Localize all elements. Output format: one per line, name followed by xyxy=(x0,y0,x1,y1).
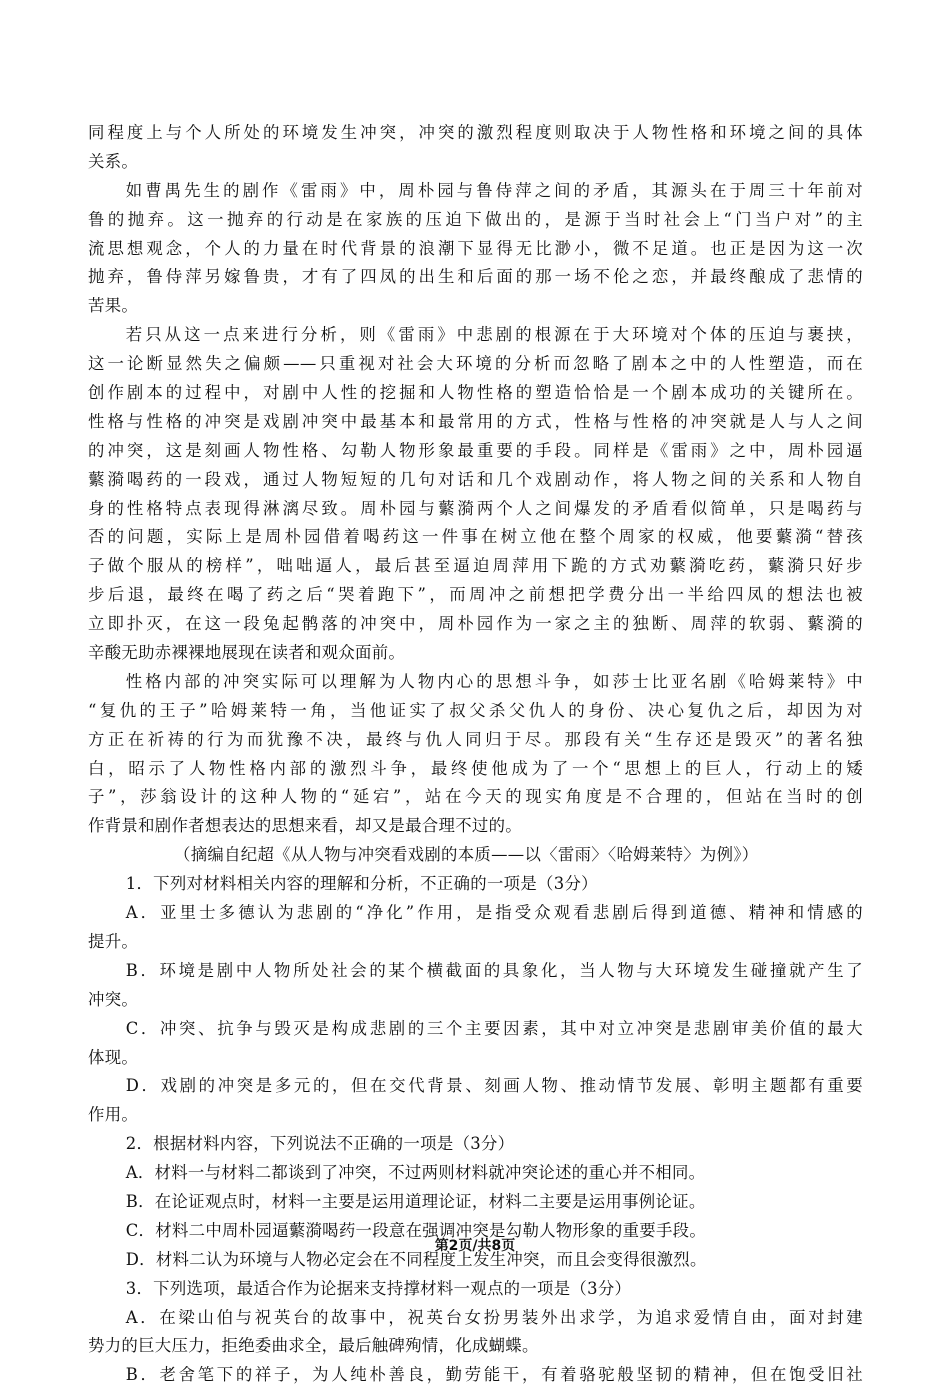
text-line: A．在梁山伯与祝英台的故事中，祝英台女扮男装外出求学，为追求爱情自由，面对封建 xyxy=(125,1307,863,1327)
text-line: C．材料二中周朴园逼蘩漪喝药一段意在强调冲突是勾勒人物形象的重要手段。 xyxy=(125,1220,707,1240)
text-line: 否的问题，实际上是周朴园借着喝药这一件事在树立他在整个周家的权威，他要蘩漪“替孩 xyxy=(88,527,863,547)
text-line: B．在论证观点时，材料一主要是运用道理论证，材料二主要是运用事例论证。 xyxy=(125,1191,706,1211)
text-line: 性格内部的冲突实际可以理解为人物内心的思想斗争，如莎士比亚名剧《哈姆莱特》中 xyxy=(125,671,863,691)
text-line: 这一论断显然失之偏颇——只重视对社会大环境的分析而忽略了剧本之中的人性塑造，而在 xyxy=(88,354,863,374)
text-line: 作用。 xyxy=(88,1105,139,1125)
text-line: 如曹禺先生的剧作《雷雨》中，周朴园与鲁侍萍之间的矛盾，其源头在于周三十年前对 xyxy=(125,180,863,200)
text-line: 子”，莎翁设计的这种人物的“延宕”，站在今天的现实角度是不合理的，但站在当时的创 xyxy=(88,787,863,807)
text-line: 提升。 xyxy=(88,931,139,951)
text-line: 同程度上与个人所处的环境发生冲突，冲突的激烈程度则取决于人物性格和环境之间的具体 xyxy=(88,123,863,142)
text-line: 苦果。 xyxy=(88,296,139,316)
text-line: 立即扑灭，在这一段兔起鹘落的冲突中，周朴园作为一家之主的独断、周萍的软弱、蘩漪的 xyxy=(88,614,863,634)
text-line: 性格与性格的冲突是戏剧冲突中最基本和最常用的方式，性格与性格的冲突就是人与人之间 xyxy=(88,411,863,431)
text-line: 辛酸无助赤裸裸地展现在读者和观众面前。 xyxy=(88,643,406,663)
text-line: B．老舍笔下的祥子，为人纯朴善良，勤劳能干，有着骆驼般坚韧的精神，但在饱受旧社 xyxy=(125,1365,863,1385)
text-line: 关系。 xyxy=(88,151,139,171)
text-line: 步后退，最终在喝了药之后“哭着跑下”，而周冲之前想把学费分出一半给四凤的想法也被 xyxy=(88,585,863,605)
text-line: A．材料一与材料二都谈到了冲突，不过两则材料就冲突论述的重心并不相同。 xyxy=(125,1163,706,1183)
text-line: 抛弃，鲁侍萍另嫁鲁贵，才有了四凤的出生和后面的那一场不伦之恋，并最终酿成了悲情的 xyxy=(88,267,863,287)
text-line: 方正在祈祷的行为而犹豫不决，最终与仇人同归于尽。那段有关“生存还是毁灭”的著名独 xyxy=(88,729,863,749)
text-line: D．戏剧的冲突是多元的，但在交代背景、刻画人物、推动情节发展、彰明主题都有重要 xyxy=(125,1076,863,1096)
text-line: 鲁的抛弃。这一抛弃的行动是在家族的压迫下做出的，是源于当时社会上“门当户对”的主 xyxy=(88,209,863,229)
text-line: 冲突。 xyxy=(88,989,139,1009)
text-line: 的冲突，这是刻画人物性格、勾勒人物形象最重要的手段。同样是《雷雨》之中，周朴园逼 xyxy=(88,440,863,460)
text-line: B．环境是剧中人物所处社会的某个横截面的具象化，当人物与大环境发生碰撞就产生了 xyxy=(125,960,863,980)
text-line: 体现。 xyxy=(88,1047,139,1067)
text-line: 子做个服从的榜样”，咄咄逼人，最后甚至逼迫周萍用下跪的方式劝蘩漪吃药，蘩漪只好步 xyxy=(88,556,863,576)
page-body xyxy=(88,119,863,1390)
page-number: 第2页/共8页 xyxy=(434,1238,516,1254)
text-line: 作背景和剧作者想表达的思想来看，却又是最合理不过的。 xyxy=(88,816,522,836)
text-line: 势力的巨大压力，拒绝委曲求全，最后触碑殉情，化成蝴蝶。 xyxy=(88,1336,539,1356)
text-line: 流思想观念，个人的力量在时代背景的浪潮下显得无比渺小，微不足道。也正是因为这一次 xyxy=(88,238,863,258)
text-line: C．冲突、抗争与毁灭是构成悲剧的三个主要因素，其中对立冲突是悲剧审美价值的最大 xyxy=(125,1018,863,1038)
text-line: A．亚里士多德认为悲剧的“净化”作用，是指受众观看悲剧后得到道德、精神和情感的 xyxy=(125,903,863,923)
text-line: 蘩漪喝药的一段戏，通过人物短短的几句对话和几个戏剧动作，将人物之间的关系和人物自 xyxy=(88,469,863,489)
text-line: 创作剧本的过程中，对剧中人性的挖掘和人物性格的塑造恰恰是一个剧本成功的关键所在。 xyxy=(88,383,863,403)
text-line: 身的性格特点表现得淋漓尽致。周朴园与蘩漪两个人之间爆发的矛盾看似简单，只是喝药与 xyxy=(88,498,863,518)
text-line: 若只从这一点来进行分析，则《雷雨》中悲剧的根源在于大环境对个体的压迫与裹挟， xyxy=(125,325,863,345)
text-line: 1．下列对材料相关内容的理解和分析，不正确的一项是（3分） xyxy=(125,874,598,894)
text-line: 白，昭示了人物性格内部的激烈斗争，最终使他成为了一个“思想上的巨人，行动上的矮 xyxy=(88,758,863,778)
text-line: D．材料二认为环境与人物必定会在不同程度上发生冲突，而且会变得很激烈。 xyxy=(125,1249,707,1269)
text-line: （摘编自纪超《从人物与冲突看戏剧的本质——以〈雷雨〉〈哈姆莱特〉为例》） xyxy=(174,845,759,865)
text-line: 3．下列选项，最适合作为论据来支持撑材料一观点的一项是（3分） xyxy=(125,1278,632,1298)
text-line: “复仇的王子”哈姆莱特一角，当他证实了叔父杀父仇人的身份、决心复仇之后，却因为对 xyxy=(88,700,863,720)
text-line: 2．根据材料内容，下列说法不正确的一项是（3分） xyxy=(125,1134,515,1154)
